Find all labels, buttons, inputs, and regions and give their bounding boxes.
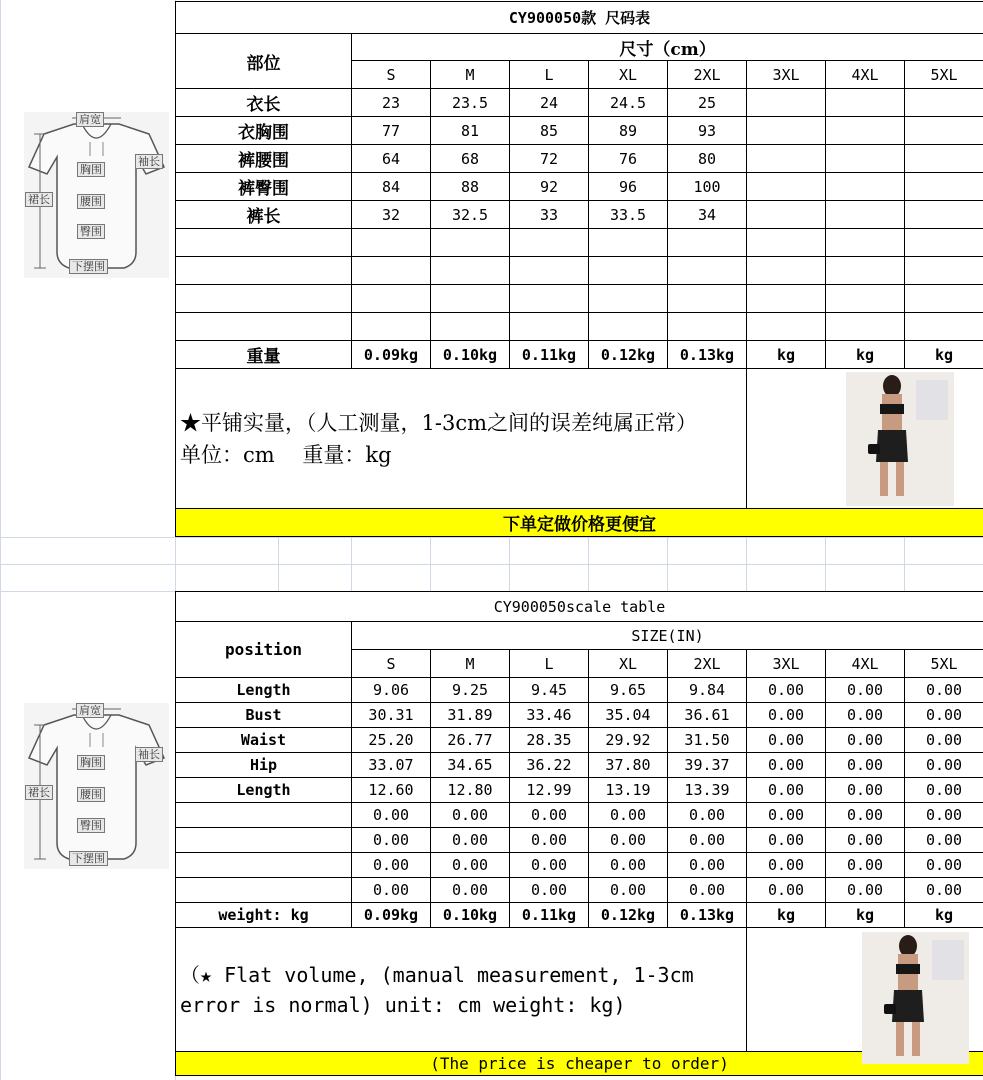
table-cell: 0.00 xyxy=(905,853,983,878)
grid-line xyxy=(0,537,983,538)
table-cell: 92 xyxy=(510,173,589,201)
table-cell: 9.45 xyxy=(510,678,589,703)
product-photo xyxy=(846,372,954,506)
table-cell: 35.04 xyxy=(589,703,668,728)
table-cell: 39.37 xyxy=(668,753,747,778)
table-cell: 33.46 xyxy=(510,703,589,728)
row-label: Bust xyxy=(176,703,352,728)
table-cell: 28.35 xyxy=(510,728,589,753)
table-cell xyxy=(747,285,826,313)
table-cell xyxy=(826,89,905,117)
size-unit-header: 尺寸（cm） xyxy=(352,34,983,61)
product-photo xyxy=(862,932,969,1064)
row-label xyxy=(176,853,352,878)
table-title: CY900050款 尺码表 xyxy=(176,2,983,34)
grid-line xyxy=(509,537,510,591)
table-cell xyxy=(510,229,589,257)
size-header-cell: XL xyxy=(589,61,668,89)
table-cell xyxy=(905,257,983,285)
table-cell xyxy=(826,229,905,257)
table-cell xyxy=(826,313,905,341)
table-cell xyxy=(905,313,983,341)
table-row xyxy=(176,89,983,117)
table-cell xyxy=(826,145,905,173)
size-header-cell: S xyxy=(352,650,431,678)
weight-cell: kg xyxy=(747,903,826,928)
table-cell: 64 xyxy=(352,145,431,173)
label-dress-length: 裙长 xyxy=(25,785,53,800)
label-hip: 臀围 xyxy=(77,818,105,833)
table-cell: 0.00 xyxy=(747,703,826,728)
table-cell: 12.60 xyxy=(352,778,431,803)
grid-line xyxy=(904,537,905,591)
table-title: CY900050scale table xyxy=(176,592,983,622)
size-header-cell: XL xyxy=(589,650,668,678)
table-cell: 0.00 xyxy=(431,878,510,903)
table-cell: 25.20 xyxy=(352,728,431,753)
table-cell: 13.19 xyxy=(589,778,668,803)
table-cell: 0.00 xyxy=(747,778,826,803)
table-row xyxy=(176,145,983,173)
garment-measure-diagram xyxy=(24,112,169,278)
table-row xyxy=(176,229,983,257)
weight-row xyxy=(176,341,983,369)
table-cell xyxy=(747,117,826,145)
table-cell: 76 xyxy=(589,145,668,173)
weight-cell: 0.09kg xyxy=(352,341,431,369)
table-cell xyxy=(747,313,826,341)
weight-cell: kg xyxy=(905,341,983,369)
table-cell xyxy=(589,313,668,341)
table-cell: 0.00 xyxy=(905,778,983,803)
table-cell xyxy=(826,201,905,229)
table-cell: 31.50 xyxy=(668,728,747,753)
table-cell: 0.00 xyxy=(510,803,589,828)
table-cell: 24.5 xyxy=(589,89,668,117)
label-chest: 胸围 xyxy=(77,162,105,177)
weight-cell: 0.11kg xyxy=(510,903,589,928)
table-cell: 13.39 xyxy=(668,778,747,803)
grid-line xyxy=(351,537,352,591)
table-cell: 77 xyxy=(352,117,431,145)
table-cell: 0.00 xyxy=(589,878,668,903)
table-cell: 36.61 xyxy=(668,703,747,728)
table-cell xyxy=(431,313,510,341)
table-cell: 80 xyxy=(668,145,747,173)
table-cell: 0.00 xyxy=(905,828,983,853)
part-header: position xyxy=(176,622,352,678)
table-cell: 0.00 xyxy=(747,803,826,828)
table-cell: 0.00 xyxy=(352,828,431,853)
table-row xyxy=(176,803,983,828)
grid-line xyxy=(746,537,747,591)
label-hem: 下摆围 xyxy=(69,851,108,866)
row-label xyxy=(176,313,352,341)
table-cell: 0.00 xyxy=(905,728,983,753)
row-label xyxy=(176,878,352,903)
table-cell: 23 xyxy=(352,89,431,117)
size-header-cell: 2XL xyxy=(668,61,747,89)
table-cell xyxy=(747,145,826,173)
table-cell xyxy=(510,285,589,313)
size-header-cell: L xyxy=(510,61,589,89)
table-cell: 0.00 xyxy=(826,828,905,853)
grid-line xyxy=(825,537,826,591)
table-cell xyxy=(826,173,905,201)
table-cell: 0.00 xyxy=(668,803,747,828)
table-cell: 26.77 xyxy=(431,728,510,753)
grid-line xyxy=(278,537,279,591)
table-cell xyxy=(747,201,826,229)
label-chest: 胸围 xyxy=(77,755,105,770)
table-cell: 0.00 xyxy=(668,878,747,903)
table-cell xyxy=(905,145,983,173)
label-waist: 腰围 xyxy=(77,787,105,802)
grid-line xyxy=(0,564,983,565)
table-cell xyxy=(352,257,431,285)
table-cell: 0.00 xyxy=(747,678,826,703)
grid-line xyxy=(0,0,1,1080)
table-row xyxy=(176,778,983,803)
table-cell: 0.00 xyxy=(826,703,905,728)
table-cell xyxy=(589,257,668,285)
grid-line xyxy=(667,537,668,591)
table-cell xyxy=(352,285,431,313)
weight-cell: kg xyxy=(826,903,905,928)
promo-banner: 下单定做价格更便宜 xyxy=(176,509,983,537)
table-cell: 0.00 xyxy=(826,753,905,778)
table-cell: 84 xyxy=(352,173,431,201)
table-cell xyxy=(905,89,983,117)
table-cell: 0.00 xyxy=(905,878,983,903)
table-cell: 0.00 xyxy=(668,828,747,853)
table-row xyxy=(176,117,983,145)
table-cell: 0.00 xyxy=(747,753,826,778)
row-label xyxy=(176,803,352,828)
table-cell xyxy=(826,285,905,313)
row-label xyxy=(176,828,352,853)
size-header-cell: 3XL xyxy=(747,61,826,89)
table-cell xyxy=(905,201,983,229)
size-header-cell: S xyxy=(352,61,431,89)
table-row xyxy=(176,201,983,229)
weight-cell: 0.09kg xyxy=(352,903,431,928)
table-row xyxy=(176,853,983,878)
table-cell: 0.00 xyxy=(589,803,668,828)
table-cell: 0.00 xyxy=(589,853,668,878)
table-cell: 24 xyxy=(510,89,589,117)
table-cell: 100 xyxy=(668,173,747,201)
row-label xyxy=(176,229,352,257)
table-cell: 0.00 xyxy=(826,728,905,753)
weight-cell: 0.13kg xyxy=(668,341,747,369)
table-cell xyxy=(905,173,983,201)
table-cell: 9.06 xyxy=(352,678,431,703)
measure-note xyxy=(176,369,747,509)
table-row xyxy=(176,285,983,313)
table-cell: 93 xyxy=(668,117,747,145)
weight-cell: 0.13kg xyxy=(668,903,747,928)
size-header-cell: 5XL xyxy=(905,61,983,89)
table-cell: 33.07 xyxy=(352,753,431,778)
table-cell xyxy=(431,285,510,313)
table-cell xyxy=(747,229,826,257)
table-cell: 37.80 xyxy=(589,753,668,778)
table-cell: 29.92 xyxy=(589,728,668,753)
table-row xyxy=(176,878,983,903)
row-label: 裤腰围 xyxy=(176,145,352,173)
size-unit-header: SIZE(IN) xyxy=(352,622,983,650)
table-cell: 30.31 xyxy=(352,703,431,728)
weight-cell: kg xyxy=(826,341,905,369)
weight-cell: 0.10kg xyxy=(431,903,510,928)
table-cell: 0.00 xyxy=(431,803,510,828)
table-cell: 81 xyxy=(431,117,510,145)
table-cell xyxy=(826,257,905,285)
table-cell: 0.00 xyxy=(589,828,668,853)
table-cell: 31.89 xyxy=(431,703,510,728)
table-cell: 0.00 xyxy=(510,853,589,878)
row-label: Length xyxy=(176,678,352,703)
weight-cell: kg xyxy=(905,903,983,928)
row-label xyxy=(176,257,352,285)
table-row xyxy=(176,173,983,201)
table-cell xyxy=(905,229,983,257)
table-cell xyxy=(431,229,510,257)
table-cell: 0.00 xyxy=(747,828,826,853)
table-cell: 33 xyxy=(510,201,589,229)
table-cell: 0.00 xyxy=(826,878,905,903)
table-cell: 32.5 xyxy=(431,201,510,229)
table-cell xyxy=(747,257,826,285)
size-header-cell: 4XL xyxy=(826,61,905,89)
table-cell xyxy=(589,285,668,313)
label-dress-length: 裙长 xyxy=(25,192,53,207)
table-cell xyxy=(747,173,826,201)
table-cell: 0.00 xyxy=(352,878,431,903)
row-label: Length xyxy=(176,778,352,803)
row-label: 衣胸围 xyxy=(176,117,352,145)
table-cell: 0.00 xyxy=(826,778,905,803)
label-shoulder: 肩宽 xyxy=(76,703,104,718)
table-cell xyxy=(352,313,431,341)
table-cell: 9.65 xyxy=(589,678,668,703)
table-cell xyxy=(826,117,905,145)
label-hem: 下摆围 xyxy=(69,259,108,274)
weight-cell: 0.11kg xyxy=(510,341,589,369)
label-sleeve: 袖长 xyxy=(135,154,163,169)
table-cell: 72 xyxy=(510,145,589,173)
table-cell xyxy=(352,229,431,257)
weight-cell: 0.12kg xyxy=(589,903,668,928)
table-cell: 36.22 xyxy=(510,753,589,778)
table-cell xyxy=(905,117,983,145)
table-cell: 88 xyxy=(431,173,510,201)
weight-cell: kg xyxy=(747,341,826,369)
table-cell: 0.00 xyxy=(510,878,589,903)
weight-label: weight: kg xyxy=(176,903,352,928)
table-cell xyxy=(668,313,747,341)
table-cell: 33.5 xyxy=(589,201,668,229)
table-cell: 85 xyxy=(510,117,589,145)
note-line: 单位：cm 重量：kg xyxy=(180,442,392,467)
row-label: 衣长 xyxy=(176,89,352,117)
table-cell xyxy=(668,229,747,257)
table-cell xyxy=(905,285,983,313)
table-cell: 0.00 xyxy=(431,828,510,853)
table-cell xyxy=(668,285,747,313)
label-sleeve: 袖长 xyxy=(135,747,163,762)
table-cell: 0.00 xyxy=(510,828,589,853)
table-cell: 0.00 xyxy=(352,853,431,878)
label-shoulder: 肩宽 xyxy=(76,112,104,127)
table-cell: 96 xyxy=(589,173,668,201)
table-row xyxy=(176,678,983,703)
table-cell: 0.00 xyxy=(747,853,826,878)
size-header-cell: M xyxy=(431,61,510,89)
table-row xyxy=(176,703,983,728)
table-cell: 0.00 xyxy=(352,803,431,828)
table-cell: 0.00 xyxy=(905,703,983,728)
grid-line xyxy=(588,537,589,591)
table-cell xyxy=(431,257,510,285)
measure-note xyxy=(176,928,747,1052)
note-line: error is normal) unit: cm weight: kg) xyxy=(180,992,626,1017)
table-cell xyxy=(747,89,826,117)
row-label: Waist xyxy=(176,728,352,753)
weight-cell: 0.10kg xyxy=(431,341,510,369)
table-cell: 0.00 xyxy=(826,803,905,828)
table-cell: 0.00 xyxy=(668,853,747,878)
table-cell: 34 xyxy=(668,201,747,229)
size-header-cell: 5XL xyxy=(905,650,983,678)
table-cell: 9.25 xyxy=(431,678,510,703)
table-cell: 0.00 xyxy=(431,853,510,878)
table-cell xyxy=(510,313,589,341)
note-line: （★ Flat volume, (manual measurement, 1-3cm xyxy=(180,962,694,987)
table-row xyxy=(176,313,983,341)
table-row xyxy=(176,753,983,778)
table-cell: 23.5 xyxy=(431,89,510,117)
weight-cell: 0.12kg xyxy=(589,341,668,369)
table-row xyxy=(176,728,983,753)
table-cell: 9.84 xyxy=(668,678,747,703)
table-cell: 12.80 xyxy=(431,778,510,803)
part-header: 部位 xyxy=(176,34,352,89)
table-cell: 12.99 xyxy=(510,778,589,803)
table-cell: 0.00 xyxy=(826,678,905,703)
promo-banner: (The price is cheaper to order) xyxy=(176,1052,983,1076)
table-cell: 68 xyxy=(431,145,510,173)
size-header-cell: 2XL xyxy=(668,650,747,678)
table-cell xyxy=(589,229,668,257)
garment-measure-diagram xyxy=(24,703,169,869)
row-label: 裤长 xyxy=(176,201,352,229)
row-label xyxy=(176,285,352,313)
table-cell: 0.00 xyxy=(905,753,983,778)
grid-line xyxy=(430,537,431,591)
row-label: 裤臀围 xyxy=(176,173,352,201)
table-cell: 0.00 xyxy=(747,878,826,903)
table-cell: 89 xyxy=(589,117,668,145)
table-cell xyxy=(668,257,747,285)
weight-label: 重量 xyxy=(176,341,352,369)
weight-row xyxy=(176,903,983,928)
table-cell: 0.00 xyxy=(826,853,905,878)
size-header-cell: M xyxy=(431,650,510,678)
note-line: ★平铺实量，（人工测量，1-3cm之间的误差纯属正常） xyxy=(180,410,697,435)
table-cell xyxy=(510,257,589,285)
size-header-cell: 4XL xyxy=(826,650,905,678)
table-cell: 0.00 xyxy=(905,803,983,828)
table-row xyxy=(176,828,983,853)
table-cell: 32 xyxy=(352,201,431,229)
table-cell: 34.65 xyxy=(431,753,510,778)
table-cell: 0.00 xyxy=(747,728,826,753)
size-header-cell: L xyxy=(510,650,589,678)
row-label: Hip xyxy=(176,753,352,778)
table-row xyxy=(176,257,983,285)
table-cell: 25 xyxy=(668,89,747,117)
label-waist: 腰围 xyxy=(77,194,105,209)
size-header-cell: 3XL xyxy=(747,650,826,678)
table-cell: 0.00 xyxy=(905,678,983,703)
label-hip: 臀围 xyxy=(77,224,105,239)
